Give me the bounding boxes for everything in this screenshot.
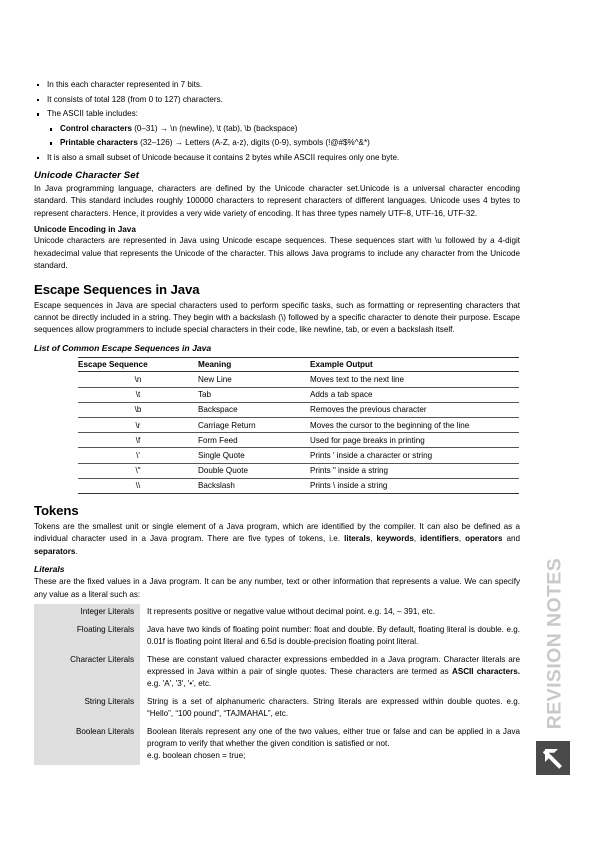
literal-desc-text: Java have two kinds of floating point number: float and double. By default, floating literal is double. e.g. 0.01f is floating point literal and 6.5d is double-precision floating point literal. (147, 624, 520, 647)
literal-description (140, 723, 520, 765)
list-item: It is also a small subset of Unicode because it contains 2 bytes while ASCII requires only one byte. (34, 151, 520, 165)
sub-bullet-term: Printable characters (60, 138, 138, 148)
literal-type-label: String Literals (34, 693, 140, 723)
table-cell: Single Quote (198, 448, 310, 463)
literals-table (34, 604, 520, 765)
literal-desc-post: e.g. 'A', '3', '•', etc. (147, 679, 212, 689)
document-content (34, 78, 520, 765)
table-cell: Tab (198, 387, 310, 402)
table-cell: Prints \ inside a string (310, 478, 519, 493)
revision-notes-sidebar (532, 0, 578, 849)
list-item: It consists of total 128 (from 0 to 127) characters. (34, 93, 520, 107)
paragraph-escape-body: Escape sequences in Java are special characters used to perform specific tasks, such as formatting or representing characters that cannot be directly included in a string. They begin with a backslash (\) followed by a specific character to denote their purpose. Escape sequences allow programmers to include special characters in their code, like newline, tab, or even a backslash itself. (34, 300, 520, 335)
literal-desc-text: It represents positive or negative value without decimal point. e.g. 14, – 391, etc. (147, 607, 435, 617)
table-cell: Prints ' inside a character or string (310, 448, 519, 463)
table-cell: \t (78, 387, 198, 402)
ascii-final-bullet-list (34, 151, 520, 165)
heading-unicode-character-set: Unicode Character Set (34, 169, 139, 181)
heading-escape-sequences: Escape Sequences in Java (34, 281, 200, 297)
paragraph-unicode-encoding-body: Unicode characters are represented in Java using Unicode escape sequences. These sequences start with \u followed by a 4-digit hexadecimal value that represents the Unicode of the character. This allows Java programs to include any character from the Unicode standard. (34, 236, 520, 271)
table-header-row (78, 357, 519, 372)
literal-desc-text: String is a set of alphanumeric characters. String literals are expressed within double quotes. e.g. “Hello”, “100 pound”, “TAJMAHAL”, etc. (147, 696, 520, 719)
table-row (78, 463, 519, 478)
table-row (78, 448, 519, 463)
table-row (34, 604, 520, 621)
literal-description (140, 621, 520, 651)
table-cell: \b (78, 402, 198, 417)
tokens-term-identifiers: identifiers (420, 534, 459, 544)
tokens-term-separators: separators (34, 546, 76, 556)
column-header-meaning: Meaning (198, 357, 310, 372)
table-row (34, 651, 520, 693)
table-cell: \' (78, 448, 198, 463)
tokens-sep-1: , (370, 534, 377, 544)
sidebar-vertical-label: REVISION NOTES (543, 557, 566, 730)
list-item (34, 122, 520, 136)
literal-desc-text: Boolean literals represent any one of the two values, either true or false and can be applied in a Java program to verify that whether the given condition is satisfied or not. (147, 726, 520, 749)
table-cell: \r (78, 417, 198, 432)
paragraph-unicode-body: In Java programming language, characters are defined by the Unicode character set.Unicode is a universal character encoding standard. This standard includes roughly 100000 characters to represent characters of different languages. Unicode uses 4 bytes to represent characters. Hence, it provides a very wide variety of encoding. It has three types namely UTF-8, UTF-16, UTF-32. (34, 183, 520, 218)
arrow-up-left-icon (536, 741, 570, 775)
heading-literals: Literals (34, 564, 65, 575)
tokens-term-literals: literals (344, 534, 371, 544)
table-cell: Backspace (198, 402, 310, 417)
table-cell: Moves text to the next line (310, 372, 519, 387)
escape-table-wrapper (78, 357, 519, 494)
table-cell: \" (78, 463, 198, 478)
literal-type-label: Character Literals (34, 651, 140, 693)
tokens-text-end: . (75, 546, 78, 556)
sub-bullet-term: Control characters (60, 124, 132, 134)
literal-type-label: Integer Literals (34, 604, 140, 621)
paragraph-tokens-body (34, 521, 520, 558)
table-cell: Used for page breaks in printing (310, 433, 519, 448)
tokens-text-pre: Tokens are the smallest unit or single element of a Java program, which are identified by the compiler. It can also be defined as a individual character used in a Java program. There are five types of tokens, i.e. (34, 521, 520, 544)
escape-sequence-table (78, 357, 519, 494)
literal-description (140, 651, 520, 693)
table-cell: \n (78, 372, 198, 387)
table-cell: New Line (198, 372, 310, 387)
table-cell: Form Feed (198, 433, 310, 448)
table-row (34, 621, 520, 651)
list-item: The ASCII table includes: (34, 107, 520, 121)
literal-desc-term: ASCII characters. (451, 667, 521, 677)
heading-unicode-encoding: Unicode Encoding in Java (34, 224, 136, 234)
table-cell: Adds a tab space (310, 387, 519, 402)
table-row (78, 372, 519, 387)
table-row (34, 693, 520, 723)
ascii-bullet-list (34, 78, 520, 122)
sub-bullet-text: (32–126) → Letters (A-Z, a-z), digits (0-9), symbols (!@#$%^&*) (137, 138, 370, 148)
table-cell: Moves the cursor to the beginning of the line (310, 417, 519, 432)
table-cell: \\ (78, 478, 198, 493)
table-row (78, 417, 519, 432)
literal-desc-example: e.g. boolean chosen = true; (147, 751, 246, 761)
column-header-escape-sequence: Escape Sequence (78, 357, 198, 372)
paragraph-literals-intro: These are the fixed values in a Java program. It can be any number, text or other information that represents a value. We can specify any value as a literal such as: (34, 577, 520, 599)
literal-description (140, 604, 520, 621)
tokens-term-keywords: keywords (376, 534, 414, 544)
heading-tokens: Tokens (34, 502, 79, 518)
sub-bullet-text: (0–31) → \n (newline), \t (tab), \b (backspace) (131, 124, 298, 134)
column-header-example-output: Example Output (310, 357, 519, 372)
tokens-sep-4: and (502, 534, 521, 544)
table-row (78, 402, 519, 417)
list-item: In this each character represented in 7 bits. (34, 78, 520, 92)
literal-desc-pre: These are constant valued character expressions embedded in a Java program. Character literals are expressed in Java within a pair of single quotes. These characters are termed as (147, 654, 520, 677)
tokens-sep-2: , (413, 534, 421, 544)
list-item (34, 136, 520, 150)
table-cell: \f (78, 433, 198, 448)
table-row (34, 723, 520, 765)
ascii-sub-bullet-list (34, 122, 520, 150)
table-cell: Prints " inside a string (310, 463, 519, 478)
table-cell: Double Quote (198, 463, 310, 478)
literal-type-label: Boolean Literals (34, 723, 140, 765)
caption-escape-table: List of Common Escape Sequences in Java (34, 342, 212, 353)
table-row (78, 478, 519, 493)
table-cell: Removes the previous character (310, 402, 519, 417)
table-cell: Carriage Return (198, 417, 310, 432)
tokens-sep-3: , (458, 534, 466, 544)
table-cell: Backslash (198, 478, 310, 493)
table-row (78, 387, 519, 402)
tokens-term-operators: operators (465, 534, 503, 544)
literal-type-label: Floating Literals (34, 621, 140, 651)
literal-description (140, 693, 520, 723)
table-row (78, 433, 519, 448)
